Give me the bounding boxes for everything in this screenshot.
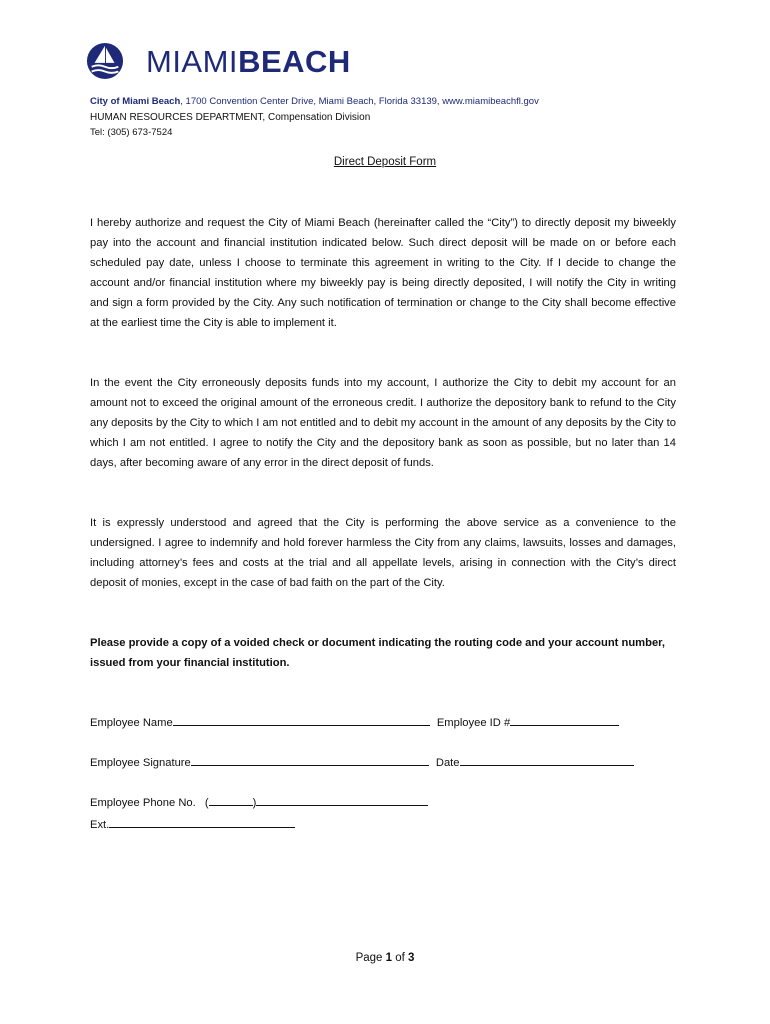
- department-line: HUMAN RESOURCES DEPARTMENT, Compensation Division: [90, 112, 371, 123]
- indemnification-paragraph: It is expressly understood and agreed that the City is performing the above service as a convenience to the undersigned. I agree to indemnify and hold forever harmless the City from any claims, lawsuits, losses and damages, including attorney’s fees and costs at the trial and all appellate levels, arising in connection with the City’s direct deposit of monies, except in the case of bad faith on the part of the City.: [90, 517, 676, 589]
- city-name: City of Miami Beach: [90, 96, 181, 107]
- date-label: Date: [435, 757, 460, 769]
- employee-name-label: Employee Name: [90, 717, 173, 729]
- phone-area-code-field[interactable]: [209, 794, 253, 806]
- page-footer: [0, 952, 770, 964]
- phone-open-paren: (: [204, 797, 209, 809]
- telephone-line: Tel: (305) 673-7524: [90, 127, 173, 138]
- page-label: Page: [355, 952, 383, 964]
- phone-number-field[interactable]: [256, 794, 428, 806]
- form-title: Direct Deposit Form: [333, 156, 437, 168]
- employee-signature-row: [90, 754, 634, 771]
- of-label: of: [395, 952, 405, 964]
- extension-row: [90, 816, 295, 833]
- ext-field[interactable]: [109, 816, 295, 828]
- phone-close-paren: ): [252, 797, 257, 809]
- employee-phone-row: [90, 794, 428, 811]
- address-line: [90, 95, 690, 109]
- employee-signature-field[interactable]: [191, 754, 429, 766]
- page-number: 1: [385, 952, 393, 964]
- employee-name-row: [90, 714, 619, 731]
- letterhead: [90, 95, 690, 140]
- employee-name-field[interactable]: [173, 714, 430, 726]
- authorization-paragraph: I hereby authorize and request the City of Miami Beach (hereinafter called the “City”) to directly deposit my biweekly pay into the account and financial institution indicated below. Such direct deposit will be made on or before each scheduled pay date, unless I choose to terminate this agreement in writing to the City. If I decide to change the account and/or financial institution where my biweekly pay is being directly deposited, I will notify the City in writing and sign a form provided by the City. Any such notification of termination or change to the City shall become effective at the earliest time the City is able to implement it.: [90, 217, 676, 329]
- voided-check-notice: Please provide a copy of a voided check or document indicating the routing code and your account number, issued from your financial institution.: [90, 637, 666, 669]
- logo-wordmark: MIAMIBEACH: [146, 43, 351, 79]
- city-logo: [86, 40, 351, 82]
- erroneous-deposit-paragraph: In the event the City erroneously deposits funds into my account, I authorize the City to debit my account for an amount not to exceed the original amount of the erroneous credit. I authorize the depository bank to refund to the City any deposits by the City to which I am not entitled and to debit my account in the amount of any deposits by the City to which I am not entitled. I agree to notify the City and the depository bank as soon as possible, but no later than 14 days, after becoming aware of any error in the direct deposit of funds.: [90, 377, 676, 469]
- employee-signature-label: Employee Signature: [90, 757, 191, 769]
- address-text: , 1700 Convention Center Drive, Miami Beach, Florida 33139, www.miamibeachfl.gov: [180, 96, 539, 107]
- page-total: 3: [408, 952, 415, 964]
- employee-id-field[interactable]: [510, 714, 619, 726]
- miami-beach-logo-icon: [86, 42, 124, 80]
- employee-id-label: Employee ID #: [436, 717, 511, 729]
- date-field[interactable]: [460, 754, 634, 766]
- employee-phone-label: Employee Phone No.: [90, 797, 196, 809]
- ext-label: Ext.: [90, 819, 110, 831]
